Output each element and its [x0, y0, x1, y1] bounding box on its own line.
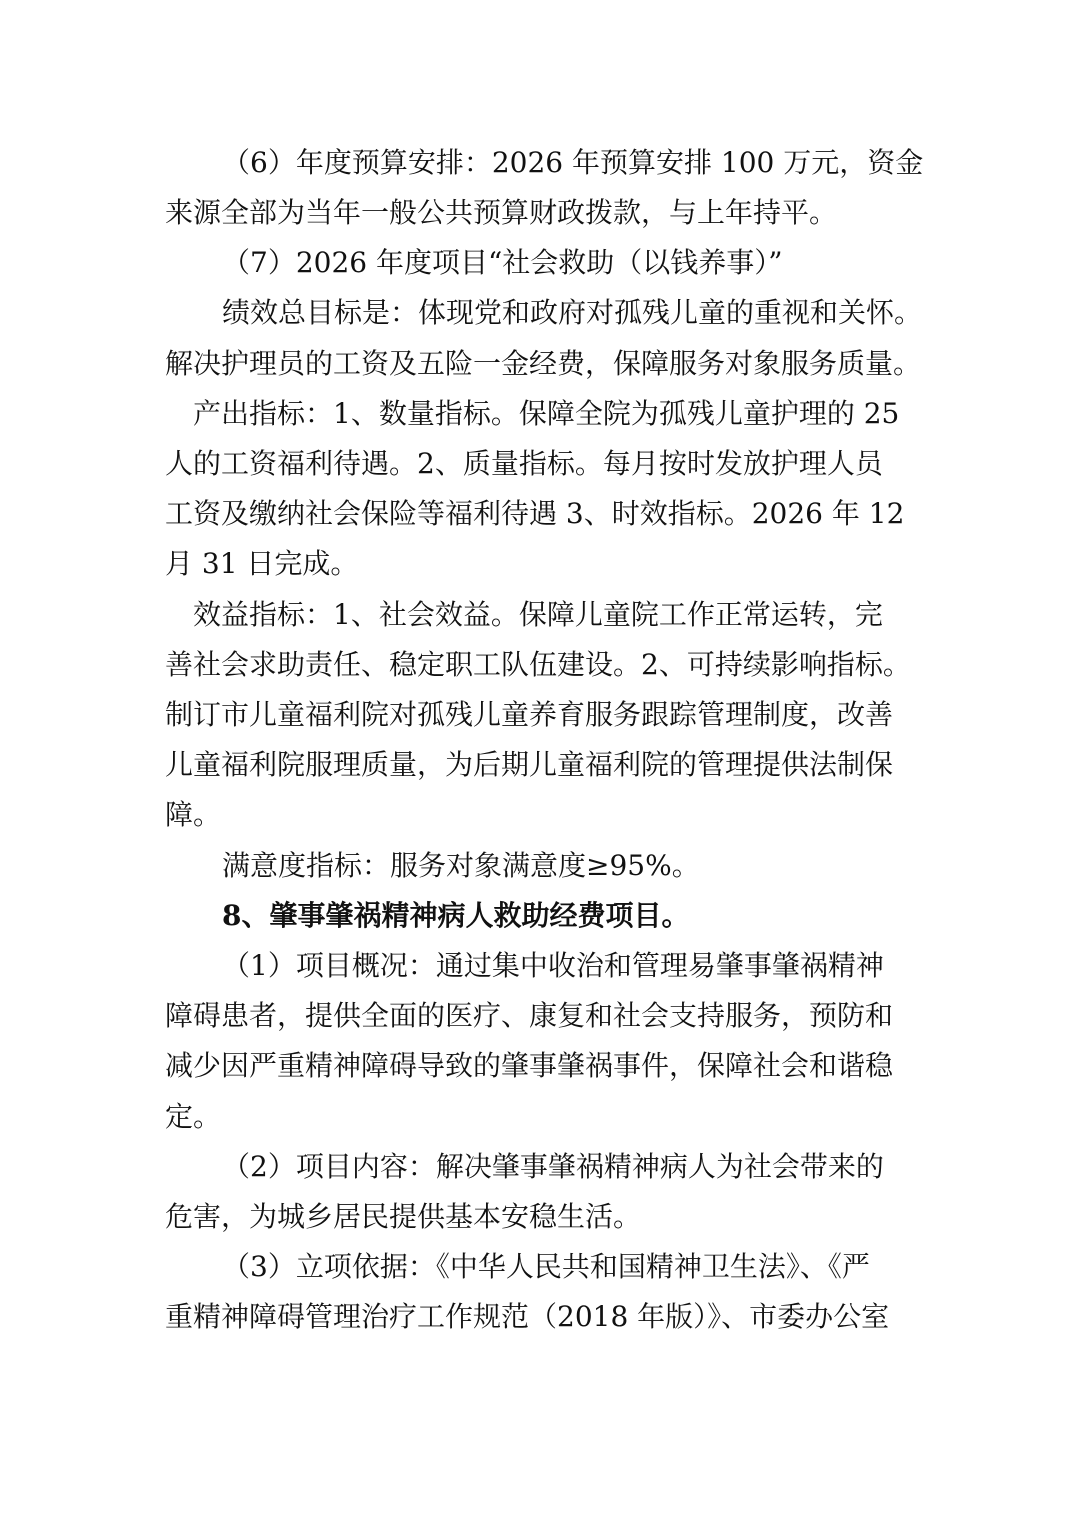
paragraph-line: 障碍患者，提供全面的医疗、康复和社会支持服务，预防和	[165, 999, 894, 1032]
paragraph-line: 月 31 日完成。	[165, 547, 359, 580]
paragraph-line: （2）项目内容：解决肇事肇祸精神病人为社会带来的	[222, 1150, 884, 1183]
paragraph-line: （6）年度预算安排：2026 年预算安排 100 万元，资金	[222, 146, 924, 179]
paragraph-line: 儿童福利院服理质量，为后期儿童福利院的管理提供法制保	[165, 748, 894, 781]
paragraph-line: 障。	[165, 798, 222, 831]
paragraph-line: 减少因严重精神障碍导致的肇事肇祸事件，保障社会和谐稳	[165, 1049, 894, 1082]
paragraph-line: 解决护理员的工资及五险一金经费，保障服务对象服务质量。	[165, 347, 922, 380]
section-heading: 8、肇事肇祸精神病人救助经费项目。	[222, 899, 690, 932]
paragraph-line: 工资及缴纳社会保险等福利待遇 3、时效指标。2026 年 12	[165, 497, 905, 530]
paragraph-line: 效益指标：1、社会效益。保障儿童院工作正常运转，完	[193, 598, 883, 631]
paragraph-line: 定。	[165, 1100, 222, 1133]
paragraph-line: 制订市儿童福利院对孤残儿童养育服务跟踪管理制度，改善	[165, 698, 894, 731]
paragraph-line: 善社会求助责任、稳定职工队伍建设。2、可持续影响指标。	[165, 648, 911, 681]
paragraph-line: 满意度指标：服务对象满意度≥95%。	[222, 849, 700, 882]
paragraph-line: （7）2026 年度项目“社会救助（以钱养事）”	[222, 246, 783, 279]
paragraph-line: 来源全部为当年一般公共预算财政拨款，与上年持平。	[165, 196, 838, 229]
paragraph-line: （3）立项依据：《中华人民共和国精神卫生法》、《严	[222, 1250, 870, 1283]
paragraph-line: 人的工资福利待遇。2、质量指标。每月按时发放护理人员	[165, 447, 883, 480]
paragraph-line: 重精神障碍管理治疗工作规范（2018 年版）》、市委办公室	[165, 1300, 890, 1333]
paragraph-line: （1）项目概况：通过集中收治和管理易肇事肇祸精神	[222, 949, 884, 982]
paragraph-line: 危害，为城乡居民提供基本安稳生活。	[165, 1200, 642, 1233]
paragraph-line: 绩效总目标是：体现党和政府对孤残儿童的重视和关怀。	[222, 296, 923, 329]
paragraph-line: 产出指标：1、数量指标。保障全院为孤残儿童护理的 25	[193, 397, 900, 430]
